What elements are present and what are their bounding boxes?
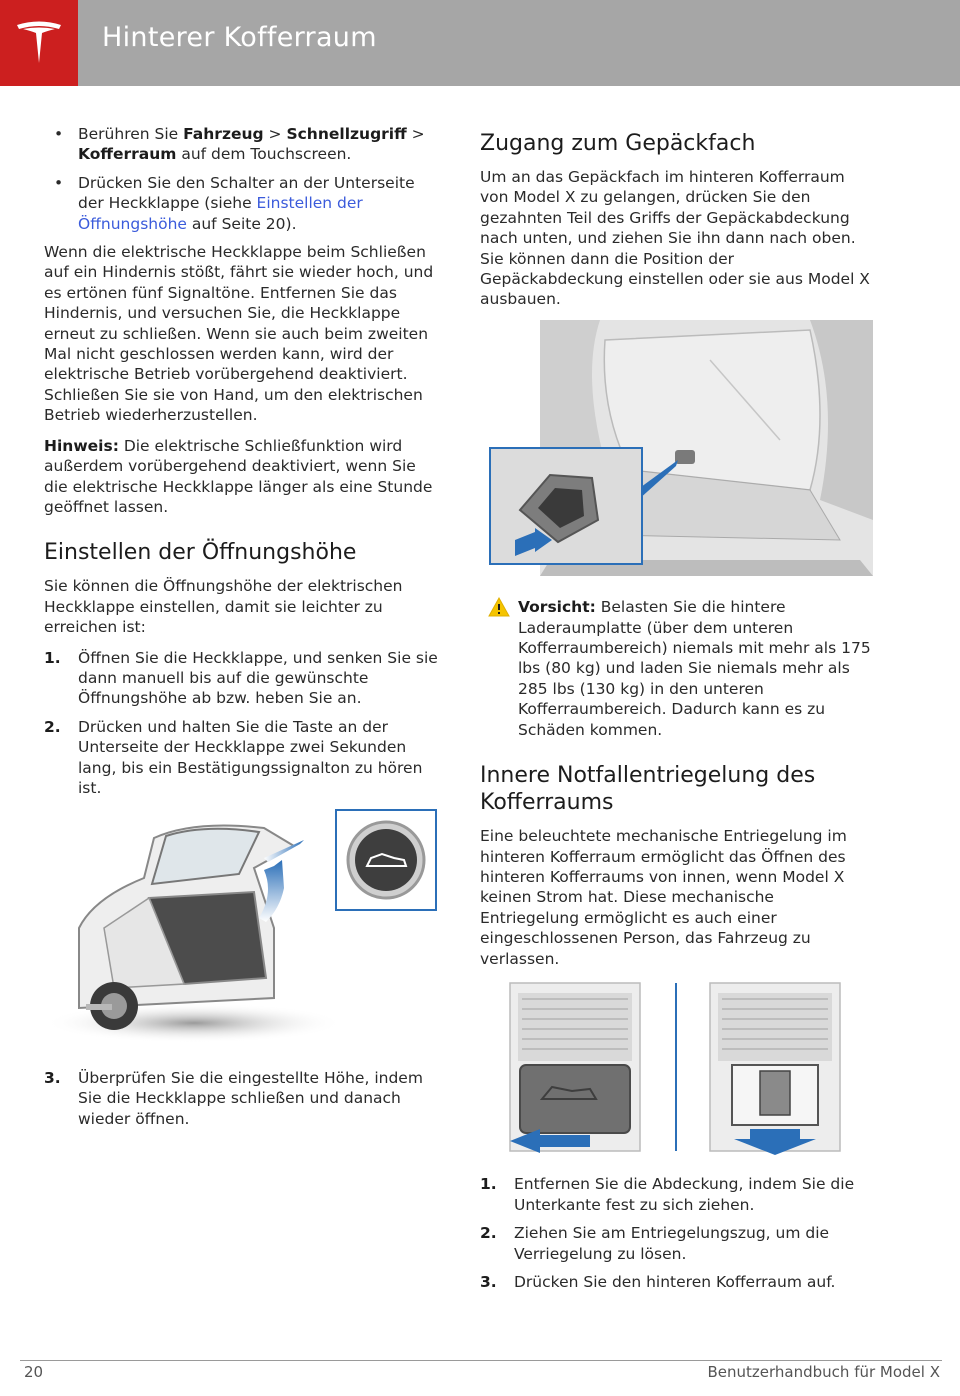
list-item: • Drücken Sie den Schalter an der Unterseite der Heckklappe (siehe Einstellen der Öffnungshöhe auf Seite 20).	[44, 173, 439, 234]
list-item: 2. Drücken und halten Sie die Taste an der Unterseite der Heckklappe zwei Sekunden lang, bis ein Bestätigungssignalton zu hören ist.	[44, 717, 423, 797]
page-header	[0, 0, 960, 86]
paragraph: Wenn die elektrische Heckklappe beim Schließen auf ein Hindernis stößt, fährt sie wieder hoch, und es ertönen fünf Signaltöne. Entfernen Sie das Hindernis, und versuchen Sie, die Heckklappe erneut zu schließen. Wenn sie auch beim zweiten Mal nicht geschlossen werden kann, wird der elektrische Betrieb vorübergehend deaktiviert. Schließen Sie sie von Hand, um den elektrischen Betrieb wiederherzustellen.	[44, 243, 434, 425]
emergency-release-illustration	[480, 979, 875, 1160]
list-item: • Berühren Sie Fahrzeug > Schnellzugriff > Kofferraum auf dem Touchscreen.	[44, 124, 439, 165]
paragraph: Sie können die Öffnungshöhe der elektrischen Heckklappe einstellen, damit sie leichter zu erreichen ist:	[44, 577, 403, 637]
manual-title: Benutzerhandbuch für Model X	[707, 1363, 940, 1381]
note: Hinweis: Die elektrische Schließfunktion wird außerdem vorübergehend deaktiviert, wenn Sie die elektrische Heckklappe länger als eine Stunde geöffnet lassen.	[44, 436, 433, 516]
page-title: Hinterer Kofferraum	[102, 22, 377, 53]
section-heading: Einstellen der Öffnungshöhe	[44, 540, 357, 566]
paragraph: Um an das Gepäckfach im hinteren Kofferraum von Model X zu gelangen, drücken Sie den gezahnten Teil des Griffs der Gepäckabdeckung nach unten, und ziehen Sie ihn dann nach oben. Sie können dann die Position der Gepäckabdeckung einstellen oder sie aus Model X ausbauen.	[480, 168, 870, 309]
warning-icon	[488, 597, 510, 617]
caution-note: Vorsicht: Belasten Sie die hintere Laderaumplatte (über dem unteren Kofferraumbereich) niemals mit mehr als 175 lbs (80 kg) und laden Sie niemals mehr als 285 lbs (130 kg) in den unteren Kofferraumbereich. Dadurch kann es zu Schäden kommen.	[480, 597, 875, 740]
left-column	[44, 124, 439, 1139]
liftgate-illustration	[44, 808, 439, 1053]
footer-divider	[20, 1360, 942, 1361]
step-list	[44, 648, 439, 799]
list-item: 2. Ziehen Sie am Entriegelungszug, um die Verriegelung zu lösen.	[480, 1224, 830, 1263]
right-column	[480, 124, 875, 1302]
section-heading: Innere Notfallentriegelung des Kofferraums	[480, 763, 816, 816]
tesla-logo-icon	[13, 17, 65, 69]
step-list	[44, 1068, 439, 1129]
cargo-cover-illustration	[480, 320, 875, 583]
list-item: 1. Entfernen Sie die Abdeckung, indem Sie die Unterkante fest zu sich ziehen.	[480, 1175, 855, 1214]
page-number: 20	[24, 1363, 44, 1381]
section-heading: Zugang zum Gepäckfach	[480, 131, 756, 156]
list-item: 1. Öffnen Sie die Heckklappe, und senken Sie sie dann manuell bis auf die gewünschte Öffnungshöhe ab bzw. heben Sie an.	[44, 648, 438, 708]
list-item: 3. Überprüfen Sie die eingestellte Höhe, indem Sie die Heckklappe schließen und danach wieder öffnen.	[44, 1068, 423, 1128]
cross-reference-link[interactable]: Einstellen der Öffnungshöhe	[78, 194, 363, 233]
tesla-logo	[0, 0, 78, 86]
step-list	[480, 1174, 875, 1292]
list-item: 3. Drücken Sie den hinteren Kofferraum auf.	[480, 1272, 836, 1291]
paragraph: Eine beleuchtete mechanische Entriegelung im hinteren Kofferraum ermöglicht das Öffnen des hinteren Kofferraums von innen, wenn Model X keinen Strom hat. Diese mechanische Entriegelung ermöglicht es auch einer eingeschlossenen Person, das Fahrzeug zu verlassen.	[480, 827, 847, 968]
